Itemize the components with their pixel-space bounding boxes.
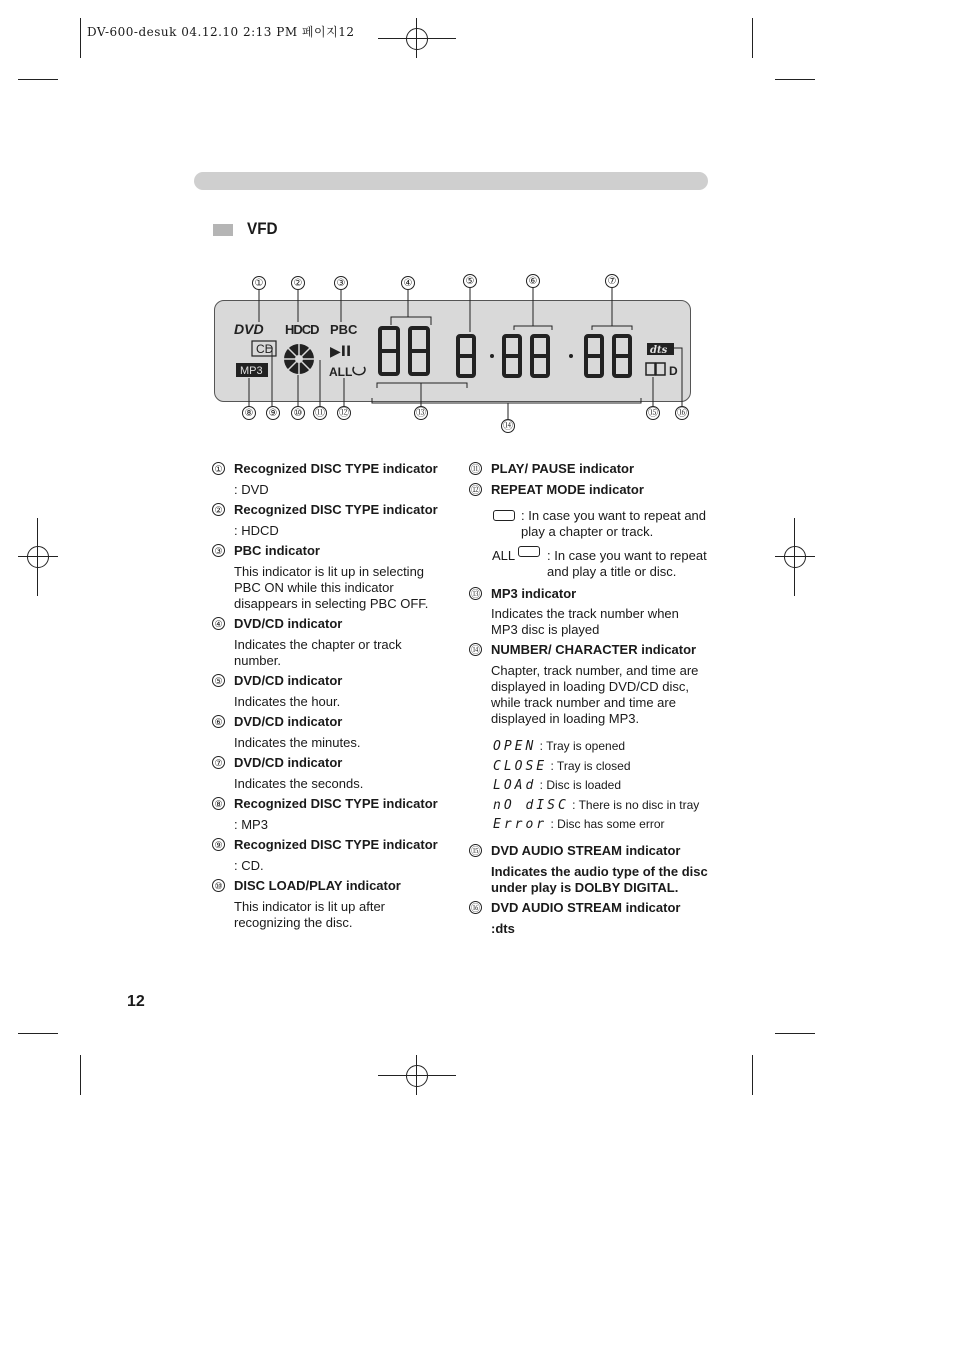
registration-mark bbox=[784, 546, 806, 568]
item-number: ⑥ bbox=[212, 715, 225, 728]
message-code: LOAd bbox=[493, 778, 537, 793]
item-desc: Chapter, track number, and time are displayed in loading DVD/CD disc, while track number and time are displayed in loading MP3. bbox=[491, 663, 699, 726]
message-list bbox=[469, 737, 709, 835]
dolby-d-label: D bbox=[669, 364, 678, 378]
print-slug: DV-600-desuk 04.12.10 2:13 PM 페이지12 bbox=[87, 25, 355, 39]
item-desc: Indicates the audio type of the disc under play is DOLBY DIGITAL. bbox=[491, 863, 708, 895]
play-pause-icon: ▶II bbox=[330, 344, 352, 360]
item-title: Recognized DISC TYPE indicator bbox=[234, 461, 438, 476]
vfd-diagram bbox=[214, 270, 694, 440]
item-desc: Indicates the hour. bbox=[234, 694, 341, 709]
dts-label: dts bbox=[650, 345, 668, 356]
message-text: : Tray is closed bbox=[550, 758, 631, 773]
callout-16: ⑯ bbox=[677, 408, 687, 419]
message-code: Error bbox=[493, 817, 548, 832]
callout-8: ⑧ bbox=[242, 406, 256, 420]
callout-7: ⑦ bbox=[605, 274, 619, 288]
item-title: DISC LOAD/PLAY indicator bbox=[234, 878, 401, 893]
pbc-label: PBC bbox=[330, 322, 358, 337]
message-code: CLOSE bbox=[493, 758, 548, 774]
list-item bbox=[212, 796, 452, 833]
list-item bbox=[212, 461, 452, 498]
registration-mark bbox=[775, 556, 815, 557]
item-title: REPEAT MODE indicator bbox=[491, 482, 644, 497]
callout-5: ⑤ bbox=[463, 274, 477, 288]
item-title: DVD AUDIO STREAM indicator bbox=[491, 842, 681, 858]
item-desc: Indicates the chapter or track number. bbox=[234, 637, 402, 668]
list-item bbox=[212, 755, 452, 792]
seven-segment-digits bbox=[380, 328, 630, 376]
item-title: Recognized DISC TYPE indicator bbox=[234, 796, 438, 811]
item-number: ⑪ bbox=[470, 464, 480, 474]
dvd-logo: DVD bbox=[234, 321, 264, 337]
item-number: ⑬ bbox=[470, 589, 480, 599]
message-code: nO dISC bbox=[493, 797, 569, 813]
item-desc: : HDCD bbox=[234, 523, 279, 538]
message-row bbox=[493, 796, 709, 816]
hdcd-label: HDCD bbox=[285, 322, 319, 337]
item-number: ⑦ bbox=[212, 756, 225, 769]
item-number: ⑯ bbox=[470, 902, 480, 913]
crop-mark bbox=[752, 18, 753, 58]
item-desc: Indicates the minutes. bbox=[234, 735, 361, 750]
mp3-label: MP3 bbox=[240, 365, 263, 377]
message-text: : Disc is loaded bbox=[539, 778, 622, 792]
crop-mark bbox=[775, 1033, 815, 1034]
list-item bbox=[212, 837, 452, 874]
crop-mark bbox=[18, 1033, 58, 1034]
callout-10: ⑩ bbox=[291, 406, 305, 420]
callout-9: ⑨ bbox=[266, 406, 280, 420]
message-row bbox=[493, 737, 709, 757]
callout-13: ⑬ bbox=[416, 408, 426, 419]
callout-12: ⑫ bbox=[339, 408, 349, 419]
item-title: DVD AUDIO STREAM indicator bbox=[491, 899, 681, 915]
repeat-icon bbox=[353, 367, 365, 375]
list-item bbox=[469, 900, 709, 937]
callout-1: ① bbox=[252, 276, 266, 290]
section-title: VFD bbox=[247, 219, 278, 238]
registration-mark bbox=[416, 18, 417, 58]
repeat-all-icon bbox=[518, 546, 540, 557]
item-title: Recognized DISC TYPE indicator bbox=[234, 837, 438, 852]
item-number: ② bbox=[212, 503, 225, 516]
repeat-all-label: ALL bbox=[492, 548, 516, 563]
page-number: 12 bbox=[127, 993, 145, 1010]
callout-3: ③ bbox=[334, 276, 348, 290]
all-label: ALL bbox=[329, 365, 353, 379]
crop-mark bbox=[18, 79, 58, 80]
item-title: DVD/CD indicator bbox=[234, 755, 343, 770]
registration-mark bbox=[37, 518, 38, 596]
registration-mark bbox=[27, 546, 49, 568]
list-item bbox=[469, 843, 709, 896]
item-desc: Indicates the track number when MP3 disc is played bbox=[491, 606, 679, 637]
item-desc: Indicates the seconds. bbox=[234, 776, 364, 791]
registration-mark bbox=[406, 28, 428, 50]
list-item bbox=[212, 714, 452, 751]
item-title: DVD/CD indicator bbox=[234, 714, 343, 729]
item-number: ④ bbox=[212, 617, 225, 630]
registration-mark bbox=[18, 556, 58, 557]
item-number: ⑧ bbox=[212, 797, 225, 810]
item-title: MP3 indicator bbox=[491, 586, 577, 601]
repeat-all-desc: : In case you want to repeat and play a title or disc. bbox=[547, 548, 707, 579]
crop-mark bbox=[80, 1055, 81, 1095]
crop-mark bbox=[80, 18, 81, 58]
message-text: : Disc has some error bbox=[550, 817, 665, 831]
section-marker bbox=[213, 224, 233, 236]
registration-mark bbox=[794, 518, 795, 596]
repeat-chapter-row bbox=[469, 508, 709, 540]
list-item bbox=[212, 673, 452, 710]
list-item bbox=[469, 461, 709, 477]
repeat-icon bbox=[493, 510, 515, 521]
message-code: OPEN bbox=[493, 739, 537, 754]
callout-11: ⑪ bbox=[315, 408, 325, 419]
item-desc: : MP3 bbox=[234, 817, 268, 832]
registration-mark bbox=[416, 1055, 417, 1095]
callout-15: ⑮ bbox=[648, 408, 658, 419]
item-number: ⑩ bbox=[212, 879, 225, 892]
registration-mark bbox=[406, 1065, 428, 1087]
item-number: ⑨ bbox=[212, 838, 225, 851]
item-number: ⑫ bbox=[470, 485, 480, 495]
list-item bbox=[469, 586, 709, 638]
item-number: ⑭ bbox=[470, 645, 480, 655]
indicator-list-right bbox=[469, 461, 709, 937]
callout-14: ⑭ bbox=[503, 421, 513, 432]
callout-6: ⑥ bbox=[526, 274, 540, 288]
item-desc: : DVD bbox=[234, 482, 269, 497]
item-desc: This indicator is lit up after recognizing the disc. bbox=[234, 899, 386, 930]
item-title: DVD/CD indicator bbox=[234, 616, 343, 631]
indicator-list-left bbox=[212, 461, 452, 931]
message-text: : There is no disc in tray bbox=[572, 797, 700, 812]
message-text: : Tray is opened bbox=[539, 739, 626, 753]
repeat-all-row bbox=[469, 548, 709, 580]
registration-mark bbox=[378, 1075, 456, 1076]
message-row bbox=[493, 776, 709, 796]
item-desc: This indicator is lit up in selecting PBC ON while this indicator disappears in selecting PBC OFF. bbox=[234, 564, 429, 611]
callout-2: ② bbox=[291, 276, 305, 290]
crop-mark bbox=[775, 79, 815, 80]
item-desc: : CD. bbox=[234, 858, 264, 873]
repeat-chapter-desc: : In case you want to repeat and play a chapter or track. bbox=[521, 508, 707, 539]
list-item bbox=[212, 543, 452, 612]
crop-mark bbox=[752, 1055, 753, 1095]
list-item bbox=[469, 482, 709, 498]
section-banner bbox=[194, 172, 708, 190]
item-number: ① bbox=[212, 462, 225, 475]
list-item bbox=[212, 502, 452, 539]
message-row bbox=[493, 757, 709, 777]
cd-label: CD bbox=[256, 342, 274, 356]
callout-4: ④ bbox=[401, 276, 415, 290]
item-title: Recognized DISC TYPE indicator bbox=[234, 502, 438, 517]
dolby-icon bbox=[646, 363, 655, 375]
item-desc: :dts bbox=[491, 920, 515, 936]
item-title: PLAY/ PAUSE indicator bbox=[491, 461, 635, 476]
item-number: ③ bbox=[212, 544, 225, 557]
item-title: PBC indicator bbox=[234, 543, 320, 558]
message-row bbox=[493, 815, 709, 835]
list-item bbox=[469, 642, 709, 727]
item-number: ⑮ bbox=[470, 845, 480, 856]
item-title: DVD/CD indicator bbox=[234, 673, 343, 688]
list-item bbox=[212, 878, 452, 931]
registration-mark bbox=[378, 38, 456, 39]
list-item bbox=[212, 616, 452, 669]
item-title: NUMBER/ CHARACTER indicator bbox=[491, 642, 697, 657]
item-number: ⑤ bbox=[212, 674, 225, 687]
